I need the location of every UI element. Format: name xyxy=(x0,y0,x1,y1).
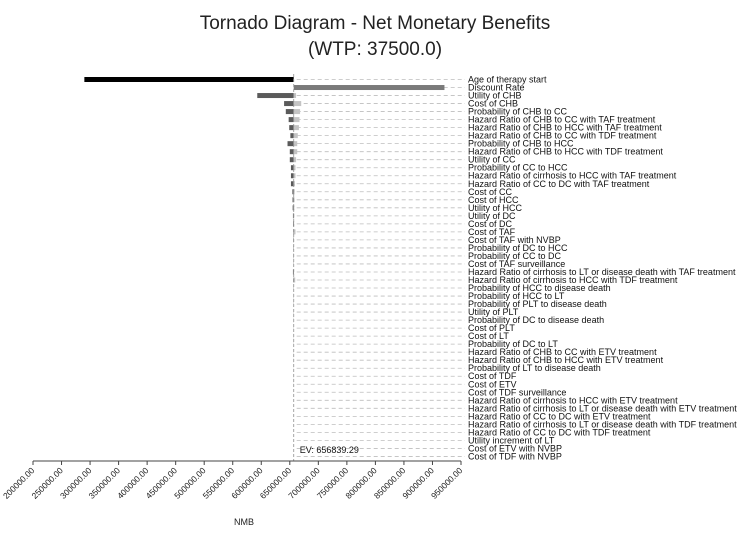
parameter-label: Hazard Ratio of cirrhosis to LT or disease death with ETV treatment xyxy=(468,403,737,414)
x-tick-label: 950000.00 xyxy=(428,465,465,501)
parameter-row xyxy=(294,363,601,373)
parameter-label: Probability of DC to LT xyxy=(468,339,558,350)
parameter-label: Hazard Ratio of CHB to HCC with ETV treatment xyxy=(468,355,664,366)
chart-subtitle: (WTP: 37500.0) xyxy=(307,39,443,60)
parameter-label: Age of therapy start xyxy=(468,74,547,85)
parameter-label: Utility increment of LT xyxy=(468,435,555,446)
x-tick-label: 600000.00 xyxy=(229,465,265,501)
chart-title: Tornado Diagram - Net Monetary Benefits xyxy=(199,13,551,34)
parameter-label: Cost of TAF xyxy=(468,226,516,237)
parameter-label: Hazard Ratio of CC to DC with TAF treatment xyxy=(468,178,650,189)
parameter-label: Probability of CC to HCC xyxy=(468,162,568,173)
bar-low xyxy=(84,77,293,82)
parameter-label: Cost of ETV xyxy=(468,379,517,390)
bar-high xyxy=(294,85,445,90)
parameter-label: Probability of HCC to disease death xyxy=(468,283,611,294)
x-tick-label: 700000.00 xyxy=(286,465,322,501)
parameter-label: Hazard Ratio of CC to DC with TDF treatment xyxy=(468,427,651,438)
parameter-label: Probability of CHB to HCC xyxy=(468,138,574,149)
bar-high xyxy=(294,117,300,122)
parameter-label: Hazard Ratio of CHB to CC with TAF treatment xyxy=(468,114,656,125)
x-tick-label: 650000.00 xyxy=(257,465,294,501)
parameter-rows xyxy=(84,75,737,462)
parameter-label: Probability of CC to DC xyxy=(468,250,562,261)
bar-high xyxy=(294,141,298,146)
bar-low xyxy=(286,109,294,114)
bar-low xyxy=(290,149,294,154)
bar-low xyxy=(289,125,293,130)
parameter-label: Cost of TAF surveillance xyxy=(468,258,566,269)
x-tick-label: 250000.00 xyxy=(29,465,65,501)
parameter-label: Utility of CHB xyxy=(468,90,522,101)
parameter-label: Probability of DC to HCC xyxy=(468,242,568,253)
ev-label: EV: 656839.29 xyxy=(299,445,359,455)
x-tick-label: 450000.00 xyxy=(143,465,180,501)
x-axis-ticks xyxy=(1,461,465,501)
parameter-label: Hazard Ratio of CHB to CC with ETV treatment xyxy=(468,347,657,358)
bar-low xyxy=(290,157,294,162)
parameter-label: Cost of PLT xyxy=(468,323,515,334)
parameter-label: Probability of CHB to CC xyxy=(468,106,568,117)
parameter-label: Probability of LT to disease death xyxy=(468,363,601,374)
bar-low xyxy=(290,133,293,138)
parameter-label: Probability of HCC to LT xyxy=(468,291,565,302)
parameter-label: Hazard Ratio of CHB to HCC with TDF treatment xyxy=(468,146,663,157)
x-tick-label: 300000.00 xyxy=(57,465,94,501)
parameter-label: Hazard Ratio of cirrhosis to HCC with ETV treatment xyxy=(468,395,678,406)
parameter-label: Cost of HCC xyxy=(468,194,519,205)
parameter-label: Cost of ETV with NVBP xyxy=(468,443,563,454)
bar-high xyxy=(294,125,299,130)
parameter-label: Hazard Ratio of cirrhosis to HCC with TAF treatment xyxy=(468,170,677,181)
parameter-label: Cost of TDF xyxy=(468,371,517,382)
parameter-label: Cost of CHB xyxy=(468,98,519,109)
parameter-label: Hazard Ratio of cirrhosis to HCC with TDF treatment xyxy=(468,275,678,285)
parameter-row xyxy=(294,315,605,325)
parameter-label: Hazard Ratio of CC to DC with ETV treatment xyxy=(468,411,651,422)
x-tick-label: 900000.00 xyxy=(400,465,436,501)
parameter-label: Probability of DC to disease death xyxy=(468,315,605,326)
x-tick-label: 350000.00 xyxy=(86,465,123,501)
bar-high xyxy=(294,109,300,114)
x-tick-label: 850000.00 xyxy=(371,465,408,501)
parameter-label: Probability of PLT to disease death xyxy=(468,299,607,310)
parameter-label: Utility of PLT xyxy=(468,307,519,318)
x-tick-label: 500000.00 xyxy=(172,465,208,501)
parameter-row xyxy=(294,299,607,309)
parameter-label: Hazard Ratio of CHB to CC with TDF treatment xyxy=(468,130,657,141)
x-axis-label: NMB xyxy=(234,517,254,527)
bar-low xyxy=(284,101,294,106)
x-tick-label: 750000.00 xyxy=(314,465,351,501)
bar-low xyxy=(289,117,294,122)
bar-low xyxy=(257,93,293,98)
parameter-label: Discount Rate xyxy=(468,82,525,93)
parameter-label: Cost of CC xyxy=(468,186,513,197)
parameter-label: Cost of TDF surveillance xyxy=(468,387,567,398)
parameter-label: Utility of DC xyxy=(468,210,516,221)
parameter-label: Utility of CC xyxy=(468,154,516,165)
bar-high xyxy=(294,101,302,106)
x-tick-label: 550000.00 xyxy=(200,465,237,501)
bar-high xyxy=(294,149,298,154)
parameter-label: Hazard Ratio of CHB to HCC with TAF treatment xyxy=(468,122,662,133)
x-tick-label: 200000.00 xyxy=(0,465,37,501)
bar-high xyxy=(294,133,298,138)
x-tick-label: 800000.00 xyxy=(343,465,379,501)
parameter-label: Hazard Ratio of cirrhosis to LT or disease death with TDF treatment xyxy=(468,419,737,430)
parameter-label: Cost of DC xyxy=(468,218,513,229)
x-tick-label: 400000.00 xyxy=(115,465,151,501)
parameter-label: Hazard Ratio of cirrhosis to LT or disease death with TAF treatment xyxy=(468,266,736,277)
parameter-label: Cost of LT xyxy=(468,331,509,342)
bar-low xyxy=(288,141,294,146)
parameter-label: Utility of HCC xyxy=(468,202,523,213)
parameter-label: Cost of TDF with NVBP xyxy=(468,451,562,462)
parameter-label: Cost of TAF with NVBP xyxy=(468,234,561,245)
